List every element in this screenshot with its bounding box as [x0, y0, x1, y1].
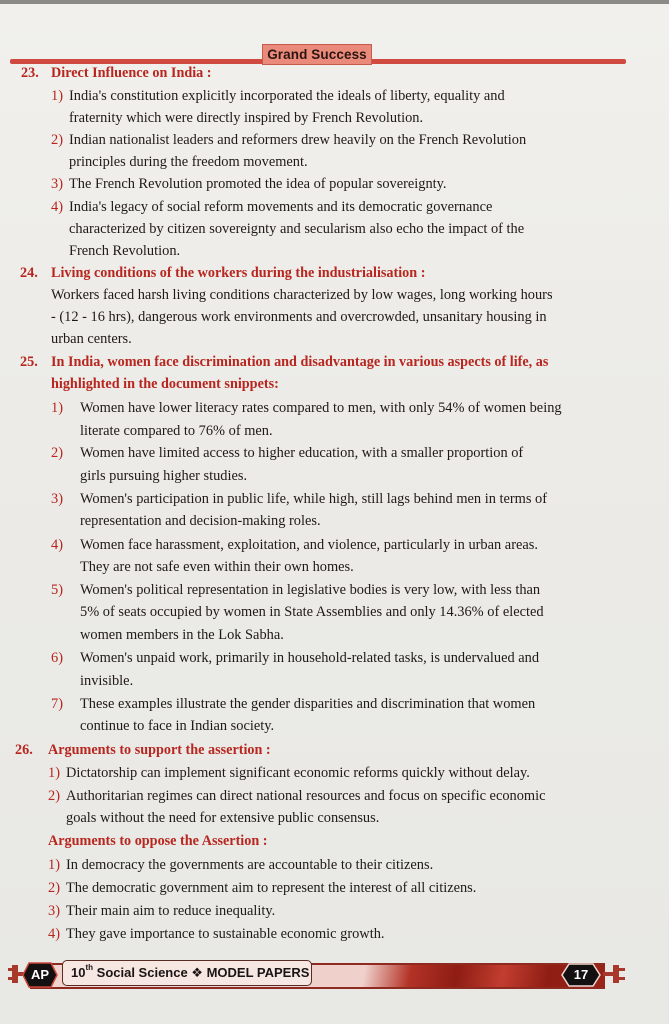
- q26-oppose-number: 3): [48, 903, 60, 919]
- q26-oppose-1-line-1: In democracy the governments are accountable to their citizens.: [66, 857, 434, 873]
- q25-item-1-line-2: literate compared to 76% of men.: [80, 423, 273, 439]
- q25-item-5-line-2: 5% of seats occupied by women in State Assemblies and only 14.36% of elected: [80, 604, 544, 620]
- q26-oppose-title: Arguments to oppose the Assertion :: [48, 833, 268, 849]
- q23-item-1-line-1: India's constitution explicitly incorporated the ideals of liberty, equality and: [69, 88, 505, 104]
- q25-item-2-line-1: Women have limited access to higher education, with a smaller proportion of: [80, 445, 524, 461]
- q25-item-3-line-1: Women's participation in public life, while high, still lags behind men in terms of: [80, 491, 548, 507]
- footer-title-rest: Social Science ❖ MODEL PAPERS: [93, 965, 310, 980]
- q25-number: 25.: [20, 354, 38, 370]
- ap-badge: [22, 962, 58, 988]
- q25-item-number: 5): [51, 582, 63, 598]
- q24-title: Living conditions of the workers during the industrialisation :: [51, 265, 426, 281]
- q23-item-1-line-2: fraternity which were directly inspired by French Revolution.: [69, 110, 424, 126]
- q26-oppose-2-line-1: The democratic government aim to represent the interest of all citizens.: [66, 880, 477, 896]
- q26-number: 26.: [15, 742, 33, 758]
- q25-item-5-line-3: women members in the Lok Sabha.: [80, 627, 284, 643]
- footer-book-title: [62, 960, 312, 986]
- q26-support-number: 1): [48, 765, 60, 781]
- q26-oppose-4-line-1: They gave importance to sustainable economic growth.: [66, 926, 385, 942]
- q25-title-line-1: In India, women face discrimination and disadvantage in various aspects of life, as: [51, 354, 549, 370]
- q23-item-3-line-1: The French Revolution promoted the idea of popular sovereignty.: [69, 176, 447, 192]
- q25-item-5-line-1: Women's political representation in legislative bodies is very low, with less than: [80, 582, 541, 598]
- q25-title-line-2: highlighted in the document snippets:: [51, 376, 279, 392]
- q25-item-1-line-1: Women have lower literacy rates compared to men, with only 54% of women being: [80, 400, 562, 416]
- q25-item-number: 2): [51, 445, 63, 461]
- q25-item-3-line-2: representation and decision-making roles.: [80, 513, 321, 529]
- q26-oppose-3-line-1: Their main aim to reduce inequality.: [66, 903, 276, 919]
- q25-item-6-line-1: Women's unpaid work, primarily in household-related tasks, is undervalued and: [80, 650, 540, 666]
- q24-line-3: urban centers.: [51, 331, 132, 347]
- page-number: 17: [573, 967, 589, 982]
- q25-item-number: 4): [51, 537, 63, 553]
- q23-item-4-line-3: French Revolution.: [69, 243, 181, 259]
- top-edge: [0, 0, 669, 4]
- q25-item-number: 7): [51, 696, 63, 712]
- q25-item-number: 1): [51, 400, 63, 416]
- q24-line-2: - (12 - 16 hrs), dangerous work environments and overcrowded, unsanitary housing in: [51, 309, 547, 325]
- ap-badge-label: AP: [30, 967, 50, 982]
- q25-item-number: 6): [51, 650, 63, 666]
- header-title: Grand Success: [262, 44, 372, 65]
- footer-grade: 10: [71, 965, 86, 980]
- q25-item-7-line-1: These examples illustrate the gender disparities and discrimination that women: [80, 696, 536, 712]
- q26-title: Arguments to support the assertion :: [48, 742, 271, 758]
- q23-number: 23.: [21, 65, 39, 81]
- q26-support-number: 2): [48, 788, 60, 804]
- q23-item-number: 3): [51, 176, 63, 192]
- q23-item-number: 4): [51, 199, 63, 215]
- connector-right-icon: [603, 965, 627, 983]
- q25-item-6-line-2: invisible.: [80, 673, 134, 689]
- q25-item-number: 3): [51, 491, 63, 507]
- q23-item-4-line-1: India's legacy of social reform movements and its democratic governance: [69, 199, 493, 215]
- q25-item-2-line-2: girls pursuing higher studies.: [80, 468, 248, 484]
- q25-item-7-line-2: continue to face in Indian society.: [80, 718, 275, 734]
- q23-item-2-line-2: principles during the freedom movement.: [69, 154, 308, 170]
- q26-support-1-line-1: Dictatorship can implement significant economic reforms quickly without delay.: [66, 765, 530, 781]
- page-number-badge: [561, 963, 601, 987]
- q25-item-4-line-1: Women face harassment, exploitation, and violence, particularly in urban areas.: [80, 537, 538, 553]
- q25-item-4-line-2: They are not safe even within their own homes.: [80, 559, 354, 575]
- footer-banner: [0, 955, 669, 995]
- q23-item-number: 2): [51, 132, 63, 148]
- q23-item-2-line-1: Indian nationalist leaders and reformers drew heavily on the French Revolution: [69, 132, 527, 148]
- q23-item-4-line-2: characterized by citizen sovereignty and secularism also echo the impact of the: [69, 221, 525, 237]
- q26-oppose-number: 4): [48, 926, 60, 942]
- q23-item-number: 1): [51, 88, 63, 104]
- q26-support-2-line-1: Authoritarian regimes can direct national resources and focus on specific economic: [66, 788, 546, 804]
- q23-title: Direct Influence on India :: [51, 65, 212, 81]
- q26-support-2-line-2: goals without the need for extensive public consensus.: [66, 810, 380, 826]
- q24-number: 24.: [20, 265, 38, 281]
- q24-line-1: Workers faced harsh living conditions characterized by low wages, long working hours: [51, 287, 553, 303]
- q26-oppose-number: 2): [48, 880, 60, 896]
- footer-grade-suffix: th: [85, 963, 94, 972]
- q26-oppose-number: 1): [48, 857, 60, 873]
